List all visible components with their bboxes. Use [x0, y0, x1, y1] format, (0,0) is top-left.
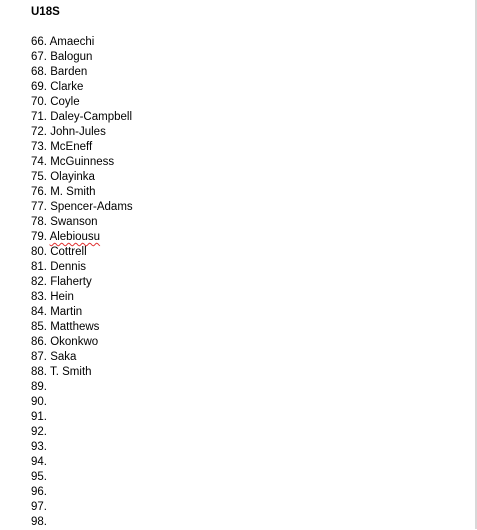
squad-number: 76.: [31, 186, 47, 198]
player-name: Martin: [50, 306, 83, 318]
squad-number: 94.: [31, 456, 47, 468]
list-item: [31, 350, 461, 365]
squad-number: 97.: [31, 501, 47, 513]
player-name: Matthews: [50, 321, 100, 333]
squad-number: 67.: [31, 51, 47, 63]
squad-number: 72.: [31, 126, 47, 138]
player-name: Daley-Campbell: [50, 111, 133, 123]
list-item: [31, 455, 461, 470]
squad-number-list: [31, 35, 461, 530]
squad-number: 96.: [31, 486, 47, 498]
player-name: Swanson: [50, 216, 98, 228]
list-item: [31, 110, 461, 125]
squad-number: 69.: [31, 81, 47, 93]
list-item: [31, 215, 461, 230]
list-item: [31, 230, 461, 245]
squad-number: 70.: [31, 96, 47, 108]
player-name: Cottrell: [50, 246, 87, 258]
list-item: [31, 365, 461, 380]
list-item: [31, 440, 461, 455]
squad-number: 88.: [31, 366, 47, 378]
list-item: [31, 200, 461, 215]
squad-number: 83.: [31, 291, 47, 303]
player-name: Spencer-Adams: [50, 201, 133, 213]
list-item: [31, 65, 461, 80]
document-heading: U18S: [31, 6, 60, 18]
player-name: John-Jules: [50, 126, 106, 138]
player-name: McGuinness: [50, 156, 115, 168]
list-item: [31, 305, 461, 320]
list-item: [31, 185, 461, 200]
list-item: [31, 260, 461, 275]
list-item: [31, 155, 461, 170]
squad-number: 95.: [31, 471, 47, 483]
list-item: [31, 380, 461, 395]
player-name: Flaherty: [50, 276, 92, 288]
player-name: T. Smith: [50, 366, 92, 378]
squad-number: 93.: [31, 441, 47, 453]
squad-number: 90.: [31, 396, 47, 408]
squad-number: 85.: [31, 321, 47, 333]
squad-number: 71.: [31, 111, 47, 123]
list-item: [31, 485, 461, 500]
list-item: [31, 125, 461, 140]
squad-number: 87.: [31, 351, 47, 363]
squad-number: 89.: [31, 381, 47, 393]
squad-number: 80.: [31, 246, 47, 258]
list-item: [31, 500, 461, 515]
list-item: [31, 50, 461, 65]
list-item: [31, 470, 461, 485]
squad-number: 84.: [31, 306, 47, 318]
player-name: McEneff: [50, 141, 93, 153]
list-item: [31, 275, 461, 290]
player-name-spellcheck-flagged: Alebiousu: [49, 231, 101, 243]
list-item: [31, 35, 461, 50]
player-name: Clarke: [50, 81, 84, 93]
player-name: Amaechi: [49, 36, 95, 48]
squad-number: 81.: [31, 261, 47, 273]
player-name: Dennis: [50, 261, 87, 273]
player-name: Coyle: [50, 96, 80, 108]
list-item: [31, 395, 461, 410]
squad-number: 91.: [31, 411, 47, 423]
document-body[interactable]: [31, 5, 461, 530]
list-item: [31, 320, 461, 335]
squad-number: 78.: [31, 216, 47, 228]
squad-number: 75.: [31, 171, 47, 183]
list-item: [31, 140, 461, 155]
list-item: [31, 515, 461, 530]
squad-number: 66.: [31, 36, 47, 48]
list-item: [31, 335, 461, 350]
squad-number: 82.: [31, 276, 47, 288]
list-item: [31, 425, 461, 440]
list-item: [31, 410, 461, 425]
player-name: Barden: [50, 66, 88, 78]
player-name: M. Smith: [50, 186, 96, 198]
list-item: [31, 290, 461, 305]
list-item: [31, 95, 461, 110]
squad-number: 77.: [31, 201, 47, 213]
player-name: Olayinka: [50, 171, 95, 183]
squad-number: 86.: [31, 336, 47, 348]
squad-number: 74.: [31, 156, 47, 168]
squad-number: 98.: [31, 516, 47, 528]
list-item: [31, 170, 461, 185]
squad-number: 92.: [31, 426, 47, 438]
list-item: [31, 245, 461, 260]
list-item: [31, 80, 461, 95]
squad-number: 73.: [31, 141, 47, 153]
squad-number: 79.: [31, 231, 47, 243]
player-name: Hein: [50, 291, 74, 303]
blank-line: [31, 20, 461, 35]
squad-number: 68.: [31, 66, 47, 78]
player-name: Balogun: [50, 51, 93, 63]
player-name: Okonkwo: [50, 336, 99, 348]
player-name: Saka: [50, 351, 77, 363]
